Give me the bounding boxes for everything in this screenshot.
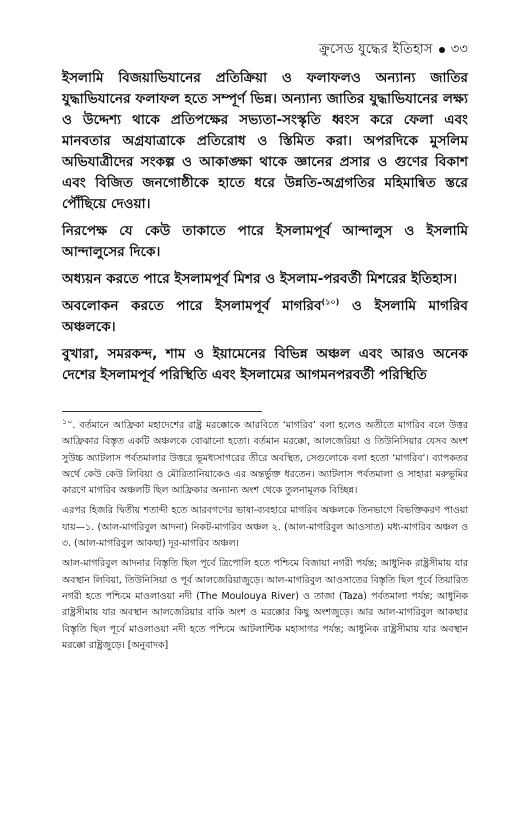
running-header (319, 40, 468, 61)
running-title: ক্রুসেড যুদ্ধের ইতিহাস (318, 42, 433, 57)
footnote-marker: ১০ (62, 416, 73, 426)
paragraph-bukhara: বুখারা, সমরকন্দ, শাম ও ইয়ামেনের বিভিন্ন অঞ্চল এবং আরও অনেক দেশের ইসলামপূর্ব পরিস্থিতি এবং ইসলামের আগমনপরবর্তী পরিস্থিতি (62, 346, 468, 383)
footnote-1-extent: আল-মাগরিবুল আদনার বিস্তৃতি ছিল পূর্বে ত্রিপোলি হতে পশ্চিমে বিজায়া নগরী পর্যন্ত; আধুনিক রাষ্ট্রসীমায় যার অবস্থান লিবিয়া, তিউনিসিয়া ও পূর্ব আলজেরিয়াজুড়ে। আল-মাগরিবুল আওসাতের বিস্তৃতি ছিল পূর্বে তিয়ারিত নগরী হতে পশ্চিমে মাওলাওয়া নদী (The Moulouya River) ও তাজা (Taza) পর্বতমালা পর্যন্ত; আধুনিক রাষ্ট্রসীমায় যার অবস্থান আলজেরিয়ার বাকি অংশ ও মরক্কোর কিছু অংশজুড়ে। আর আল-মাগরিবুল আকছার বিস্তৃতি ছিল পূর্বে মাওলাওয়া নদী হতে পশ্চিমে আটলান্টিক মহাসাগর পর্যন্ত; আধুনিক রাষ্ট্রসীমায় যার অবস্থান মরক্কো রাষ্ট্রজুড়ে। [অনুবাদক] (62, 558, 468, 651)
paragraph-maghrib: অবলোকন করতে পারে ইসলামপূর্ব মাগরিব$^{(১০)}$ ও ইসলামি মাগরিব অঞ্চলকে। (62, 297, 469, 335)
paragraph-egypt: অধ্যয়ন করতে পারে ইসলামপূর্ব মিশর ও ইসলাম-পরবর্তী মিশরের ইতিহাস। (62, 271, 458, 287)
footnote-reference[interactable]: (১০) (321, 297, 340, 307)
main-text (62, 68, 468, 392)
bullet-separator (439, 47, 445, 53)
footnote-1: $^{১০}$. বর্তমানে আফ্রিকা মহাদেশের রাষ্ট্র মরক্কোকে আরবিতে ‘মাগরিব’ বলা হলেও অতীতে মাগরিব বলে উত্তর আফ্রিকার বিস্তৃত একটি অঞ্চলকে বোঝানো হতো। বর্তমান মরক্কো, আলজেরিয়া ও তিউনিসিয়ার যেসব অংশ সুউচ্চ অ্যাটলাস পর্বতমালার উত্তরে ভূমধ্যসাগরের তীরে অবস্থিত, সেগুলোকে বলা হতো ‘মাগরিব’। ব্যাপকতর অর্থে কেউ কেউ লিবিয়া ও মৌরিতানিয়াকেও এর অন্তর্ভুক্ত ধরতেন। অ্যাটলাস পর্বতমালা ও সাহারা মরুভূমির কারণে মাগরিব অঞ্চলটি ছিল আফ্রিকার অন্যান্য অংশ থেকে তুলনামূলক বিচ্ছিন্ন। (62, 416, 468, 497)
page-number: ৩৩ (450, 42, 468, 57)
footnote-divider (62, 411, 262, 412)
footnotes (62, 418, 468, 658)
paragraph-conquest-results: ইসলামি বিজয়াভিযানের প্রতিক্রিয়া ও ফলাফলও অন্যান্য জাতির যুদ্ধাভিযানের ফলাফল হতে সম্পূর্ণ ভিন্ন। অন্যান্য জাতির যুদ্ধাভিযানের লক্ষ্য ও উদ্দেশ্য থাকে প্রতিপক্ষের সভ্যতা-সংস্কৃতি ধ্বংস করে ফেলা এবং মানবতার অগ্রযাত্রাকে প্রতিরোধ ও স্তিমিত করা। অপরদিকে মুসলিম অভিযাত্রীদের সংকল্প ও আকাঙ্ক্ষা থাকে জ্ঞানের প্রসার ও গুণের বিকাশ এবং বিজিত জনগোষ্ঠীকে হাতে ধরে উন্নতি-অগ্রগতির মহিমান্বিত স্তরে পৌঁছিয়ে দেওয়া। (62, 70, 468, 212)
footnote-1-division: এরপর হিজরি দ্বিতীয় শতাব্দী হতে আরবগণের ভাষা-ব্যবহারে মাগরিব অঞ্চলকে তিনভাগে বিভক্তিকরণ পাওয়া যায়—১. (আল-মাগরিবুল আদনা) নিকট-মাগরিব অঞ্চল ২. (আল-মাগরিবুল আওসাত) মধ্য-মাগরিব অঞ্চল ও ৩. (আল-মাগরিবুল আকছা) দূর-মাগরিব অঞ্চল। (62, 505, 468, 550)
paragraph-andalus: নিরপেক্ষ যে কেউ তাকাতে পারে ইসলামপূর্ব আন্দালুস ও ইসলামি আন্দালুসের দিকে। (62, 223, 468, 260)
